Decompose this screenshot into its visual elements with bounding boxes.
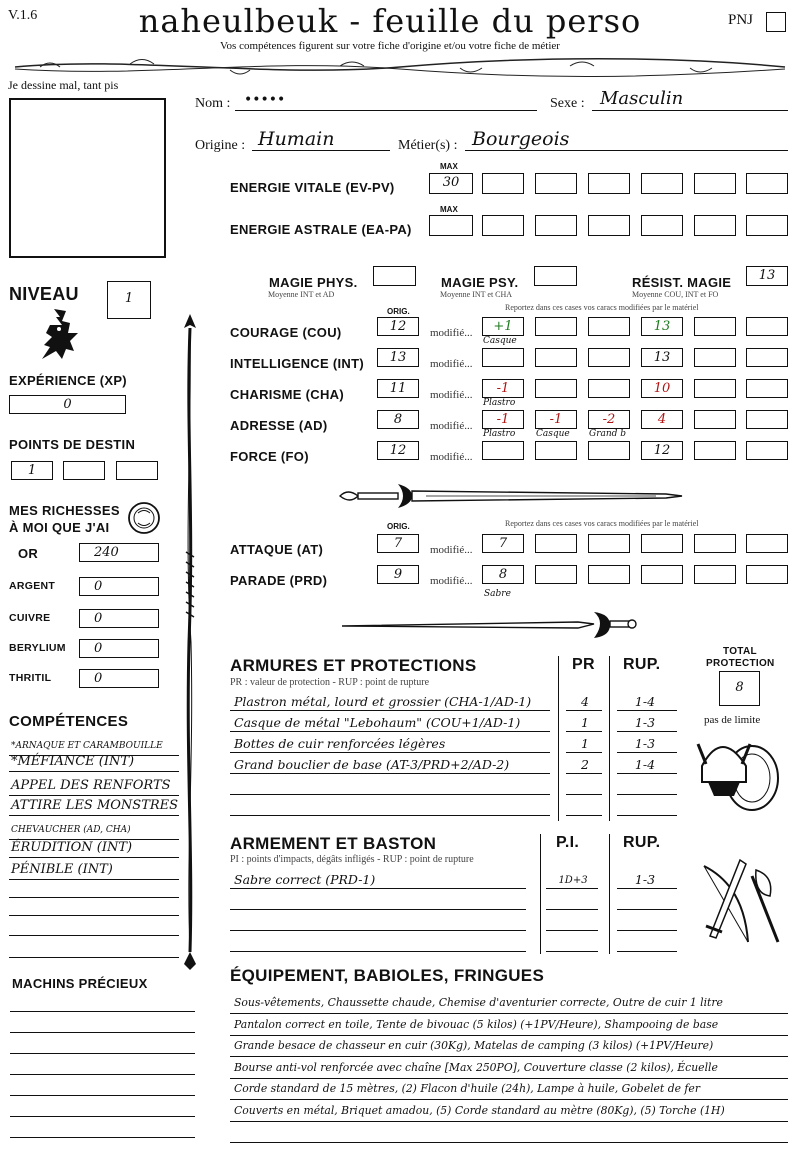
carac-mod-note: Grand b: [589, 429, 627, 439]
carac-label: FORCE (FO): [230, 449, 309, 464]
competence-item[interactable]: *MÉFIANCE (INT): [11, 754, 135, 769]
equipement-item[interactable]: Couverts en métal, Briquet amadou, (5) Corde standard au mètre (80Kg), (5) Torche (1H): [234, 1103, 725, 1117]
carac-mod-box-value: 4: [657, 412, 667, 427]
equipement-item[interactable]: Grande besace de chasseur en cuir (30Kg), Matelas de camping (3 kilos) (+1PV/Heure): [234, 1039, 714, 1052]
equipement-line: [230, 1142, 788, 1143]
metier-underline: [465, 150, 788, 151]
ev-box-1[interactable]: [482, 173, 524, 194]
equipement-line: [230, 1078, 788, 1079]
pnj-label: PNJ: [728, 12, 754, 28]
combat-label: ATTAQUE (AT): [230, 542, 324, 557]
machin-line[interactable]: [10, 1032, 195, 1033]
resist-magie-box[interactable]: [746, 266, 788, 286]
armure-line: [230, 773, 550, 774]
carac-mod-box[interactable]: [588, 317, 630, 336]
arme-rup-line: [617, 909, 677, 910]
armement-col-rup: RUP.: [623, 834, 661, 851]
ea-max-label: MAX: [440, 205, 458, 214]
carac-mod-box-value: -1: [549, 412, 563, 427]
armement-title: ARMEMENT ET BASTON: [230, 834, 437, 853]
competence-item[interactable]: *ARNAQUE ET CARAMBOUILLE: [11, 741, 163, 751]
carac-mod-box[interactable]: [535, 441, 577, 460]
armure-rup-line: [617, 752, 677, 753]
competence-line: [9, 915, 179, 916]
richesse-box-2-value: 0: [94, 611, 103, 626]
magie-psy-label: MAGIE PSY.: [441, 275, 519, 290]
equipement-item[interactable]: Sous-vêtements, Chaussette chaude, Chemise d'aventurier correcte, Outre de cuir 1 litre: [234, 996, 723, 1009]
arme-pi-line: [546, 909, 598, 910]
niveau-label: NIVEAU: [9, 284, 79, 304]
richesses-label-2: À MOI QUE J'AI: [9, 520, 110, 535]
equipement-item[interactable]: Bourse anti-vol renforcée avec chaîne [Max 250PO], Couverture classe (2 kilos), Écuelle: [234, 1060, 718, 1074]
total-protection-value: 8: [735, 680, 744, 695]
carac-mod-note: Plastro: [483, 429, 516, 439]
armures-col-pr: PR: [572, 656, 595, 673]
version-label: V.1.6: [8, 8, 38, 23]
destin-label: POINTS DE DESTIN: [9, 437, 136, 452]
richesse-box-1[interactable]: [79, 577, 159, 596]
sexe-underline: [592, 110, 788, 111]
sheet-title: naheulbeuk - feuille du perso: [138, 2, 642, 40]
ea-box-4[interactable]: [641, 215, 683, 236]
experience-label: EXPÉRIENCE (XP): [9, 373, 127, 388]
armement-subtitle: PI : points d'impacts, dégâts infligés - RUP : point de rupture: [230, 854, 474, 865]
carac-orig-box-value: 12: [389, 443, 407, 458]
richesse-label-1: ARGENT: [9, 580, 56, 592]
armure-rup[interactable]: 1-4: [634, 694, 656, 709]
carac-mod-box[interactable]: [482, 348, 524, 367]
carac-mod-box[interactable]: [694, 410, 736, 429]
carac-mod-box[interactable]: [746, 410, 788, 429]
destin-box-2[interactable]: [63, 461, 105, 480]
competence-item[interactable]: CHEVAUCHER (AD, CHA): [11, 825, 131, 835]
armure-line: [230, 815, 550, 816]
staff-decoration: [178, 312, 202, 972]
carac-mod-box[interactable]: [746, 441, 788, 460]
resist-magie-note: Moyenne COU, INT et FO: [632, 290, 719, 299]
helmet-shield-icon: [694, 726, 784, 814]
combat-mod-note: Sabre: [484, 589, 511, 599]
dragon-icon: [32, 303, 82, 365]
coin-icon: [126, 501, 162, 535]
combat-mod-box[interactable]: [535, 534, 577, 553]
sword-decoration-top: [336, 478, 686, 514]
armure-name[interactable]: Plastron métal, lourd et grossier (CHA-1/AD-1): [234, 694, 532, 709]
magie-phys-note: Moyenne INT et AD: [268, 290, 335, 299]
carac-mod-box-value: 13: [653, 319, 671, 334]
arme-pi-line: [546, 888, 598, 889]
nom-underline: [235, 110, 537, 111]
richesse-box-0[interactable]: [79, 543, 159, 562]
carac-mod-box[interactable]: [482, 410, 524, 429]
machin-line[interactable]: [10, 1095, 195, 1096]
nom-value[interactable]: •••••: [244, 92, 286, 108]
portrait-caption: Je dessine mal, tant pis: [8, 78, 119, 92]
armure-rup[interactable]: 1-3: [634, 736, 656, 751]
carac-mod-box-value: 12: [653, 443, 671, 458]
resist-magie-label: RÉSIST. MAGIE: [632, 275, 732, 290]
armure-pr-line: [566, 773, 602, 774]
combat-orig-label: ORIG.: [387, 522, 410, 531]
modifie-label: modifié...: [430, 358, 473, 370]
combat-label: PARADE (PRD): [230, 573, 328, 588]
experience-box[interactable]: [9, 395, 126, 414]
arme-pi-line: [546, 951, 598, 952]
carac-mod-box[interactable]: [482, 317, 524, 336]
ev-box-6[interactable]: [746, 173, 788, 194]
armure-pr-line: [566, 815, 602, 816]
carac-mod-box-value: 10: [653, 381, 671, 396]
machins-label: MACHINS PRÉCIEUX: [12, 976, 148, 991]
carac-mod-box-value: -1: [496, 381, 510, 396]
armure-pr[interactable]: 1: [581, 736, 589, 751]
armure-rup-line: [617, 773, 677, 774]
carac-mod-box[interactable]: [588, 441, 630, 460]
armure-pr-line: [566, 731, 602, 732]
magie-psy-box[interactable]: [534, 266, 577, 286]
armement-col-pi: P.I.: [556, 834, 580, 851]
combat-orig-box[interactable]: [377, 565, 419, 584]
richesses-label-1: MES RICHESSES: [9, 503, 120, 518]
combat-mod-box-value: 7: [498, 536, 508, 551]
carac-mod-box-value: -2: [602, 412, 616, 427]
combat-mod-box[interactable]: [641, 565, 683, 584]
machin-line[interactable]: [10, 1011, 195, 1012]
armure-rup-line: [617, 731, 677, 732]
carac-orig-box-value: 12: [389, 319, 407, 334]
armure-name[interactable]: Bottes de cuir renforcées légères: [234, 736, 446, 751]
carac-mod-box[interactable]: [588, 410, 630, 429]
carac-orig-box-value: 11: [389, 381, 407, 396]
combat-mod-box[interactable]: [746, 534, 788, 553]
carac-mod-box[interactable]: [694, 317, 736, 336]
combat-mod-box[interactable]: [588, 534, 630, 553]
equipement-title: ÉQUIPEMENT, BABIOLES, FRINGUES: [230, 966, 545, 985]
richesse-box-0-value: 240: [94, 545, 119, 560]
armures-divider-1: [558, 656, 559, 821]
carac-mod-box-value: +1: [493, 319, 513, 334]
carac-label: CHARISME (CHA): [230, 387, 344, 402]
carac-mod-box[interactable]: [482, 441, 524, 460]
equipement-line: [230, 1121, 788, 1122]
ev-max-label: MAX: [440, 162, 458, 171]
ev-max-value: 30: [442, 175, 460, 190]
caracs-orig-label: ORIG.: [387, 307, 410, 316]
carac-mod-box[interactable]: [641, 317, 683, 336]
ea-box-1[interactable]: [482, 215, 524, 236]
magie-phys-label: MAGIE PHYS.: [269, 275, 358, 290]
niveau-value: 1: [124, 291, 134, 306]
carac-orig-box[interactable]: [377, 348, 419, 367]
sheet-subtitle: Vos compétences figurent sur votre fiche d'origine et/ou votre fiche de métier: [220, 40, 560, 52]
arme-line: [230, 930, 526, 931]
arme-pi-line: [546, 930, 598, 931]
arme-pi[interactable]: 1D+3: [558, 875, 588, 886]
modifie-label: modifié...: [430, 327, 473, 339]
arme-name[interactable]: Sabre correct (PRD-1): [234, 872, 376, 887]
arme-rup-line: [617, 888, 677, 889]
carac-mod-box[interactable]: [535, 410, 577, 429]
armure-line: [230, 710, 550, 711]
armure-line: [230, 752, 550, 753]
nom-label: Nom :: [195, 96, 231, 111]
competence-item[interactable]: ÉRUDITION (INT): [11, 840, 133, 855]
magie-phys-box[interactable]: [373, 266, 416, 286]
carac-mod-box-value: 13: [653, 350, 671, 365]
destin-box-1[interactable]: [11, 461, 53, 480]
pnj-checkbox[interactable]: [766, 12, 786, 32]
competence-line: [9, 879, 179, 880]
experience-value: 0: [63, 397, 72, 412]
combat-mod-box[interactable]: [482, 534, 524, 553]
combat-mod-box[interactable]: [746, 565, 788, 584]
equipement-line: [230, 1099, 788, 1100]
modifie-label: modifié...: [430, 544, 473, 556]
competence-item[interactable]: PÉNIBLE (INT): [11, 862, 113, 877]
armure-pr[interactable]: 4: [581, 694, 589, 709]
carac-mod-box[interactable]: [482, 379, 524, 398]
total-protection-box[interactable]: [719, 671, 760, 706]
carac-mod-box[interactable]: [535, 379, 577, 398]
origine-value[interactable]: Humain: [258, 128, 335, 150]
combat-mod-box[interactable]: [694, 534, 736, 553]
destin-box-3[interactable]: [116, 461, 158, 480]
armure-rup[interactable]: 1-3: [634, 715, 656, 730]
richesse-box-4-value: 0: [94, 671, 103, 686]
armure-pr-line: [566, 752, 602, 753]
ev-box-5[interactable]: [694, 173, 736, 194]
carac-orig-box[interactable]: [377, 317, 419, 336]
arme-rup-line: [617, 930, 677, 931]
modifie-label: modifié...: [430, 451, 473, 463]
caracs-report-note: Reportez dans ces cases vos caracs modifiées par le matériel: [505, 303, 699, 312]
pas-de-limite-note: pas de limite: [704, 714, 761, 726]
competence-line: [9, 857, 179, 858]
arme-rup[interactable]: 1-3: [634, 872, 656, 887]
armure-name[interactable]: Casque de métal "Lebohaum" (COU+1/AD-1): [234, 715, 521, 730]
decorative-vine-banner: [10, 54, 790, 80]
equipement-item[interactable]: Pantalon correct en toile, Tente de bivouac (5 kilos) (+1PV/Heure), Shampooing de base: [234, 1017, 719, 1031]
arme-line: [230, 909, 526, 910]
armure-line: [230, 794, 550, 795]
origine-label: Origine :: [195, 138, 246, 153]
machin-line[interactable]: [10, 1137, 195, 1138]
competence-line: [9, 815, 179, 816]
carac-orig-box-value: 13: [389, 350, 407, 365]
armures-title: ARMURES ET PROTECTIONS: [230, 656, 477, 675]
richesse-box-3-value: 0: [94, 641, 103, 656]
equipement-line: [230, 1056, 788, 1057]
competence-line: [9, 897, 179, 898]
armure-rup[interactable]: 1-4: [634, 757, 656, 772]
combat-mod-box[interactable]: [694, 565, 736, 584]
arme-rup-line: [617, 951, 677, 952]
ev-max-box[interactable]: [429, 173, 473, 194]
armure-rup-line: [617, 815, 677, 816]
ea-max-box[interactable]: [429, 215, 473, 236]
carac-mod-note: Casque: [483, 336, 517, 346]
metier-label: Métier(s) :: [398, 138, 458, 153]
ev-box-3[interactable]: [588, 173, 630, 194]
metier-value[interactable]: Bourgeois: [472, 128, 570, 150]
armure-pr-line: [566, 710, 602, 711]
richesse-box-1-value: 0: [94, 579, 103, 594]
total-label-2: PROTECTION: [706, 658, 775, 669]
carac-label: COURAGE (COU): [230, 325, 342, 340]
competence-line: [9, 957, 179, 958]
armures-col-rup: RUP.: [623, 656, 661, 673]
ea-box-5[interactable]: [694, 215, 736, 236]
combat-mod-box[interactable]: [535, 565, 577, 584]
carac-mod-box-value: -1: [496, 412, 510, 427]
competence-line: [9, 935, 179, 936]
arme-line: [230, 888, 526, 889]
richesse-box-3[interactable]: [79, 639, 159, 658]
armure-pr[interactable]: 1: [581, 715, 589, 730]
competence-item[interactable]: ATTIRE LES MONSTRES: [11, 798, 179, 813]
ea-box-6[interactable]: [746, 215, 788, 236]
carac-mod-box[interactable]: [694, 441, 736, 460]
armure-line: [230, 731, 550, 732]
carac-orig-box-value: 8: [393, 412, 403, 427]
richesse-box-4[interactable]: [79, 669, 159, 688]
carac-mod-box[interactable]: [746, 379, 788, 398]
total-label-1: TOTAL: [723, 646, 757, 657]
competences-label: COMPÉTENCES: [9, 713, 129, 730]
destin-box-1-value: 1: [27, 463, 37, 478]
competence-item[interactable]: APPEL DES RENFORTS: [11, 778, 171, 793]
carac-mod-box[interactable]: [641, 379, 683, 398]
carac-mod-note: Casque: [536, 429, 570, 439]
armure-rup-line: [617, 710, 677, 711]
origine-underline: [252, 150, 390, 151]
combat-orig-box-value: 9: [393, 567, 403, 582]
armure-rup-line: [617, 794, 677, 795]
resist-magie-value: 13: [758, 268, 776, 283]
carac-mod-box[interactable]: [641, 348, 683, 367]
equipement-line: [230, 1035, 788, 1036]
equipement-item[interactable]: Corde standard de 15 mètres, (2) Flacon d'huile (24h), Lampe à huile, Gobelet de fer: [234, 1082, 700, 1095]
ea-box-3[interactable]: [588, 215, 630, 236]
armures-subtitle: PR : valeur de protection - RUP : point de rupture: [230, 677, 430, 688]
combat-report-note: Reportez dans ces cases vos caracs modifiées par le matériel: [505, 519, 699, 528]
combat-mod-box[interactable]: [588, 565, 630, 584]
richesse-label-0: OR: [18, 546, 39, 561]
carac-orig-box[interactable]: [377, 379, 419, 398]
carac-label: INTELLIGENCE (INT): [230, 356, 364, 371]
niveau-box[interactable]: [107, 281, 151, 319]
richesse-label-4: THRITIL: [9, 672, 52, 684]
combat-mod-box-value: 8: [498, 567, 508, 582]
armure-pr[interactable]: 2: [581, 757, 589, 772]
carac-orig-box[interactable]: [377, 441, 419, 460]
carac-mod-box[interactable]: [641, 441, 683, 460]
ea-box-2[interactable]: [535, 215, 577, 236]
modifie-label: modifié...: [430, 575, 473, 587]
carac-mod-box[interactable]: [535, 348, 577, 367]
armement-divider-1: [540, 834, 541, 954]
combat-mod-box[interactable]: [641, 534, 683, 553]
carac-orig-box[interactable]: [377, 410, 419, 429]
equipement-line: [230, 1013, 788, 1014]
sexe-label: Sexe :: [550, 96, 585, 111]
weapons-icon: [690, 856, 790, 952]
carac-mod-box[interactable]: [746, 348, 788, 367]
modifie-label: modifié...: [430, 420, 473, 432]
armement-divider-2: [609, 834, 610, 954]
combat-orig-box[interactable]: [377, 534, 419, 553]
combat-mod-box[interactable]: [482, 565, 524, 584]
ev-box-4[interactable]: [641, 173, 683, 194]
richesse-box-2[interactable]: [79, 609, 159, 628]
carac-mod-box[interactable]: [588, 348, 630, 367]
carac-mod-note: Plastro: [483, 398, 516, 408]
machin-line[interactable]: [10, 1053, 195, 1054]
magie-psy-note: Moyenne INT et CHA: [440, 290, 513, 299]
carac-mod-box[interactable]: [694, 379, 736, 398]
arme-line: [230, 951, 526, 952]
competence-line: [9, 771, 179, 772]
ea-label: ENERGIE ASTRALE (EA-PA): [230, 222, 412, 237]
armure-pr-line: [566, 794, 602, 795]
carac-mod-box[interactable]: [746, 317, 788, 336]
richesse-label-3: BERYLIUM: [9, 642, 66, 654]
sexe-value[interactable]: Masculin: [600, 88, 684, 109]
richesse-label-2: CUIVRE: [9, 612, 51, 624]
modifie-label: modifié...: [430, 389, 473, 401]
carac-mod-box[interactable]: [535, 317, 577, 336]
carac-mod-box[interactable]: [694, 348, 736, 367]
carac-mod-box[interactable]: [588, 379, 630, 398]
ev-label: ENERGIE VITALE (EV-PV): [230, 180, 395, 195]
sword-decoration-bottom: [338, 604, 638, 644]
carac-label: ADRESSE (AD): [230, 418, 328, 433]
combat-orig-box-value: 7: [393, 536, 403, 551]
ev-box-2[interactable]: [535, 173, 577, 194]
machin-line[interactable]: [10, 1074, 195, 1075]
carac-mod-box[interactable]: [641, 410, 683, 429]
armure-name[interactable]: Grand bouclier de base (AT-3/PRD+2/AD-2): [234, 757, 510, 772]
portrait-box[interactable]: [9, 98, 166, 258]
machin-line[interactable]: [10, 1116, 195, 1117]
competence-line: [9, 795, 179, 796]
